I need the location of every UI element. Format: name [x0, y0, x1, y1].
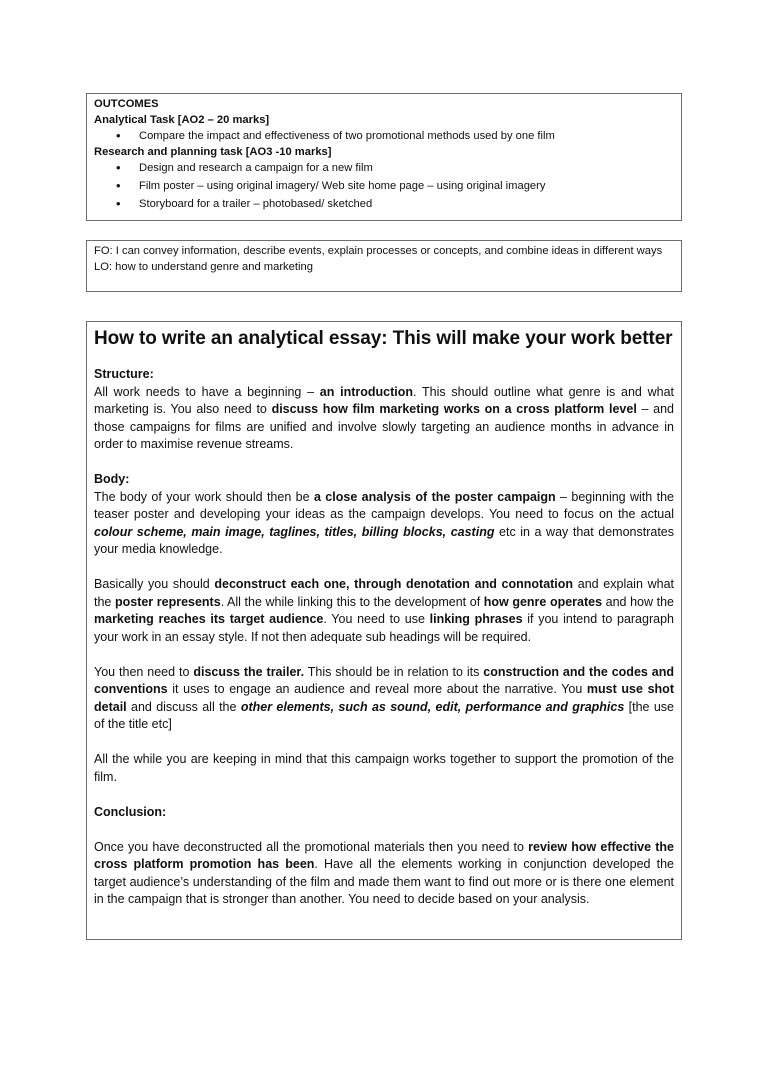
- essay-title: How to write an analytical essay: This will make your work better: [94, 328, 673, 349]
- text-run: – and those campaigns for films are unified and involve slowly targeting an audience months in advance in order to maximise revenue streams.: [94, 402, 674, 451]
- body-paragraph-4: All the while you are keeping in mind that this campaign works together to support the promotion of the film.: [94, 752, 674, 784]
- text-run: You then need to: [94, 664, 194, 679]
- outcomes-heading: OUTCOMES: [94, 98, 159, 110]
- text-run: Once you have deconstructed all the promotional materials then you need to: [94, 839, 529, 854]
- bold-italic-run: other elements, such as sound, edit, performance and graphics: [240, 699, 625, 714]
- conclusion-heading: Conclusion:: [94, 804, 167, 819]
- text-run: This should be in relation to its: [304, 664, 484, 679]
- bold-run: review how effective the cross platform promotion has been: [94, 839, 674, 871]
- task1-list: [94, 128, 674, 144]
- body-heading: Body:: [94, 472, 130, 486]
- text-run: – beginning with the teaser poster and developing your ideas as the campaign develops. You need to focus on the actual: [94, 489, 675, 521]
- bold-run: construction and the codes and conventions: [94, 664, 674, 696]
- list-item: • Film poster – using original imagery/ Web site home page – using original imagery: [94, 178, 674, 194]
- objectives-box: [86, 240, 682, 292]
- lo-text: LO: how to understand genre and marketing: [94, 261, 313, 273]
- text-run: . You need to use: [323, 612, 430, 626]
- text-run: . Have all the elements working in conjunction developed the target audience’s understanding of the film and made them want to find out more or is there one element in the campaign that is stronger than another. You need to decide based on your analysis.: [94, 857, 674, 906]
- bold-run: an introduction: [319, 384, 414, 399]
- body-paragraph-3: [94, 664, 674, 734]
- fo-text: FO: I can convey information, describe events, explain processes or concepts, and combine ideas in different ways: [94, 245, 663, 257]
- structure-heading: Structure:: [94, 367, 154, 381]
- bold-run: discuss how film marketing works on a cross platform level: [271, 402, 637, 416]
- text-run: if you intend to paragraph your work in an essay style. If not then adequate sub headings will be required.: [94, 612, 674, 644]
- structure-paragraph: [94, 384, 674, 454]
- text-run: Basically you should: [94, 577, 215, 591]
- text-run: it uses to engage an audience and reveal more about the narrative. You: [167, 682, 587, 696]
- essay-box: [86, 321, 682, 940]
- text-run: and explain what the: [94, 577, 674, 609]
- text-run: and how the: [602, 594, 674, 609]
- text-run: etc in a way that demonstrates your media knowledge.: [94, 524, 674, 556]
- bold-run: poster represents: [114, 594, 221, 609]
- body-paragraph-1: [94, 489, 674, 559]
- text-run: The body of your work should then be: [94, 489, 314, 504]
- bold-italic-run: colour scheme, main image, taglines, titles, billing blocks, casting: [94, 524, 495, 539]
- task2-title: Research and planning task [AO3 -10 marks]: [94, 146, 332, 158]
- conclusion-paragraph: [94, 839, 674, 909]
- outcomes-box: [86, 93, 682, 221]
- bold-run: linking phrases: [429, 612, 523, 626]
- bold-run: how genre operates: [483, 594, 603, 609]
- bold-run: deconstruct each one, through denotation and connotation: [214, 577, 574, 591]
- text-run: [the use of the title etc]: [94, 699, 674, 731]
- bold-run: discuss the trailer.: [193, 664, 305, 679]
- text-run: and discuss all the: [126, 699, 241, 714]
- task1-title: Analytical Task [AO2 – 20 marks]: [94, 114, 270, 126]
- text-run: . This should outline what genre is and what marketing is. You also need to: [94, 384, 674, 416]
- task2-list: [94, 160, 674, 212]
- bold-run: a close analysis of the poster campaign: [313, 489, 556, 504]
- body-paragraph-2: [94, 576, 674, 646]
- list-item: • Design and research a campaign for a new film: [94, 160, 674, 176]
- list-item: • Compare the impact and effectiveness of two promotional methods used by one film: [94, 128, 674, 144]
- bold-run: marketing reaches its target audience: [94, 612, 324, 626]
- text-run: All work needs to have a beginning –: [94, 384, 320, 399]
- bold-run: must use shot detail: [94, 682, 674, 714]
- list-item: • Storyboard for a trailer – photobased/ sketched: [94, 196, 674, 212]
- text-run: . All the while linking this to the development of: [220, 594, 484, 609]
